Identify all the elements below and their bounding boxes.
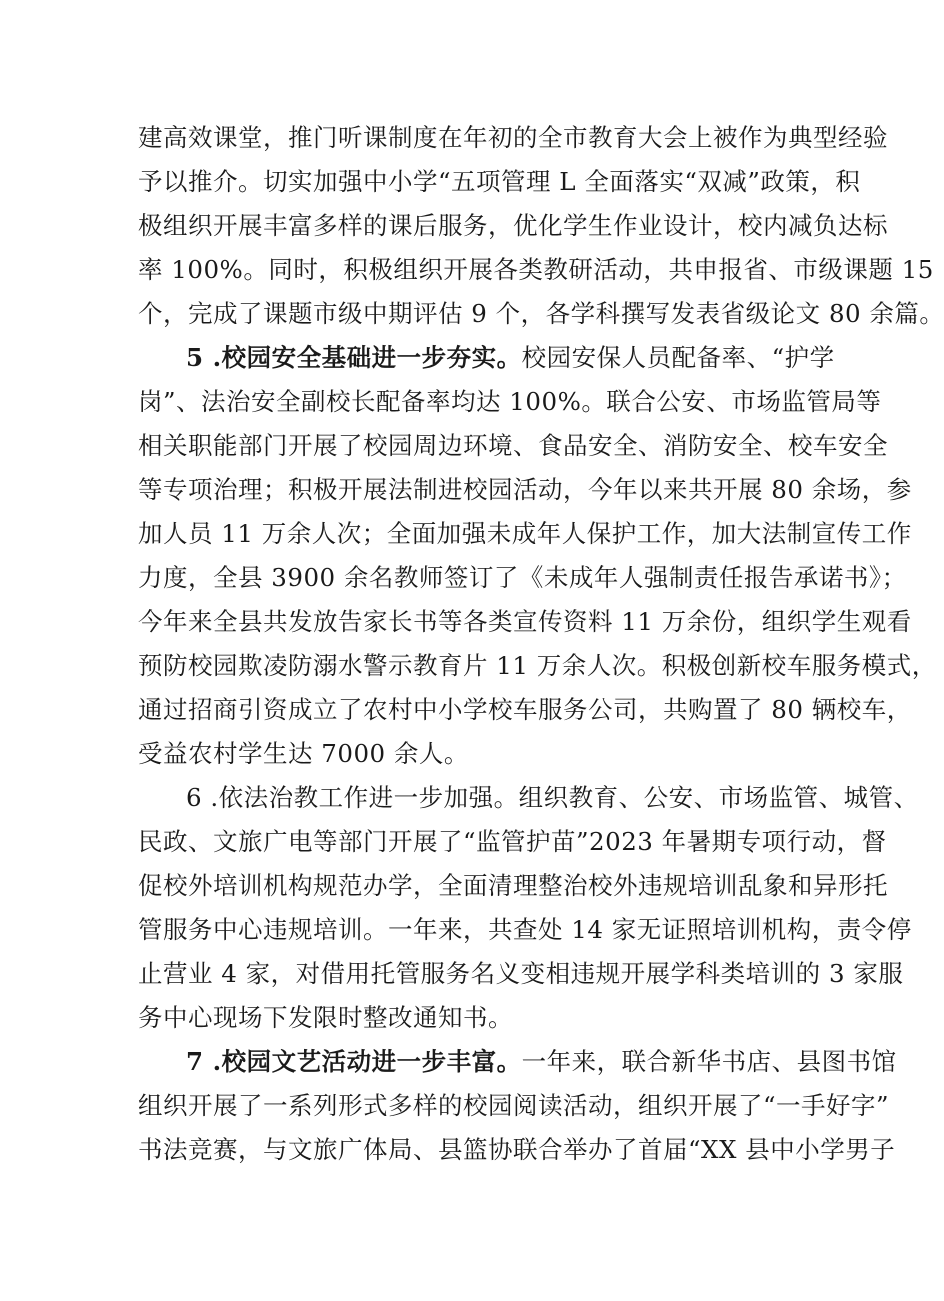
paragraph-line: 促校外培训机构规范办学，全面清理整治校外违规培训乱象和异形托 bbox=[138, 871, 888, 900]
section-5-heading: 5 .校园安全基础进一步夯实。 bbox=[186, 343, 522, 372]
paragraph-line: 务中心现场下发限时整改通知书。 bbox=[138, 1003, 513, 1032]
paragraph-line: 今年来全县共发放告家长书等各类宣传资料 11 万余份，组织学生观看 bbox=[138, 607, 912, 636]
paragraph-line: 书法竞赛，与文旅广体局、县篮协联合举办了首届“XX 县中小学男子 bbox=[138, 1135, 896, 1164]
section-7-first-line-text: 一年来，联合新华书店、县图书馆 bbox=[521, 1047, 897, 1076]
paragraph-line: 管服务中心违规培训。一年来，共查处 14 家无证照培训机构，责令停 bbox=[138, 915, 912, 944]
section-5-first-line bbox=[186, 338, 835, 378]
paragraph-line: 受益农村学生达 7000 余人。 bbox=[138, 739, 469, 768]
section-7-heading: 7 .校园文艺活动进一步丰富。 bbox=[186, 1047, 522, 1076]
paragraph-line: 相关职能部门开展了校园周边环境、食品安全、消防安全、校车安全 bbox=[138, 431, 888, 460]
paragraph-line: 个，完成了课题市级中期评估 9 个，各学科撰写发表省级论文 80 余篇。 bbox=[138, 299, 944, 328]
paragraph-line: 予以推介。切实加强中小学“五项管理 L 全面落实“双减”政策，积 bbox=[138, 167, 861, 196]
paragraph-line: 率 100%。同时，积极组织开展各类教研活动，共申报省、市级课题 15 bbox=[138, 255, 934, 284]
paragraph-line: 民政、文旅广电等部门开展了“监管护苗”2023 年暑期专项行动，督 bbox=[138, 827, 887, 856]
section-6-heading: 6 .依法治教工作进一步加强。 bbox=[186, 783, 519, 812]
section-6-first-line-text: 组织教育、公安、市场监管、城管、 bbox=[518, 783, 919, 812]
section-5-first-line-text: 校园安保人员配备率、“护学 bbox=[521, 343, 835, 372]
paragraph-line: 通过招商引资成立了农村中小学校车服务公司，共购置了 80 辆校车， bbox=[138, 695, 912, 724]
section-6-first-line bbox=[186, 778, 919, 818]
paragraph-line: 力度，全县 3900 余名教师签订了《未成年人强制责任报告承诺书》； bbox=[138, 563, 907, 592]
paragraph-line: 等专项治理；积极开展法制进校园活动，今年以来共开展 80 余场，参 bbox=[138, 475, 912, 504]
paragraph-line: 预防校园欺凌防溺水警示教育片 11 万余人次。积极创新校车服务模式， bbox=[138, 651, 937, 680]
paragraph-line: 岗”、法治安全副校长配备率均达 100%。联合公安、市场监管局等 bbox=[138, 387, 882, 416]
paragraph-line: 加人员 11 万余人次；全面加强未成年人保护工作，加大法制宣传工作 bbox=[138, 519, 912, 548]
paragraph-line: 极组织开展丰富多样的课后服务，优化学生作业设计，校内减负达标 bbox=[138, 211, 888, 240]
section-7-first-line bbox=[186, 1042, 897, 1082]
paragraph-line: 建高效课堂，推门听课制度在年初的全市教育大会上被作为典型经验 bbox=[138, 123, 888, 152]
paragraph-line: 组织开展了一系列形式多样的校园阅读活动，组织开展了“一手好字” bbox=[138, 1091, 890, 1120]
paragraph-line: 止营业 4 家，对借用托管服务名义变相违规开展学科类培训的 3 家服 bbox=[138, 959, 904, 988]
